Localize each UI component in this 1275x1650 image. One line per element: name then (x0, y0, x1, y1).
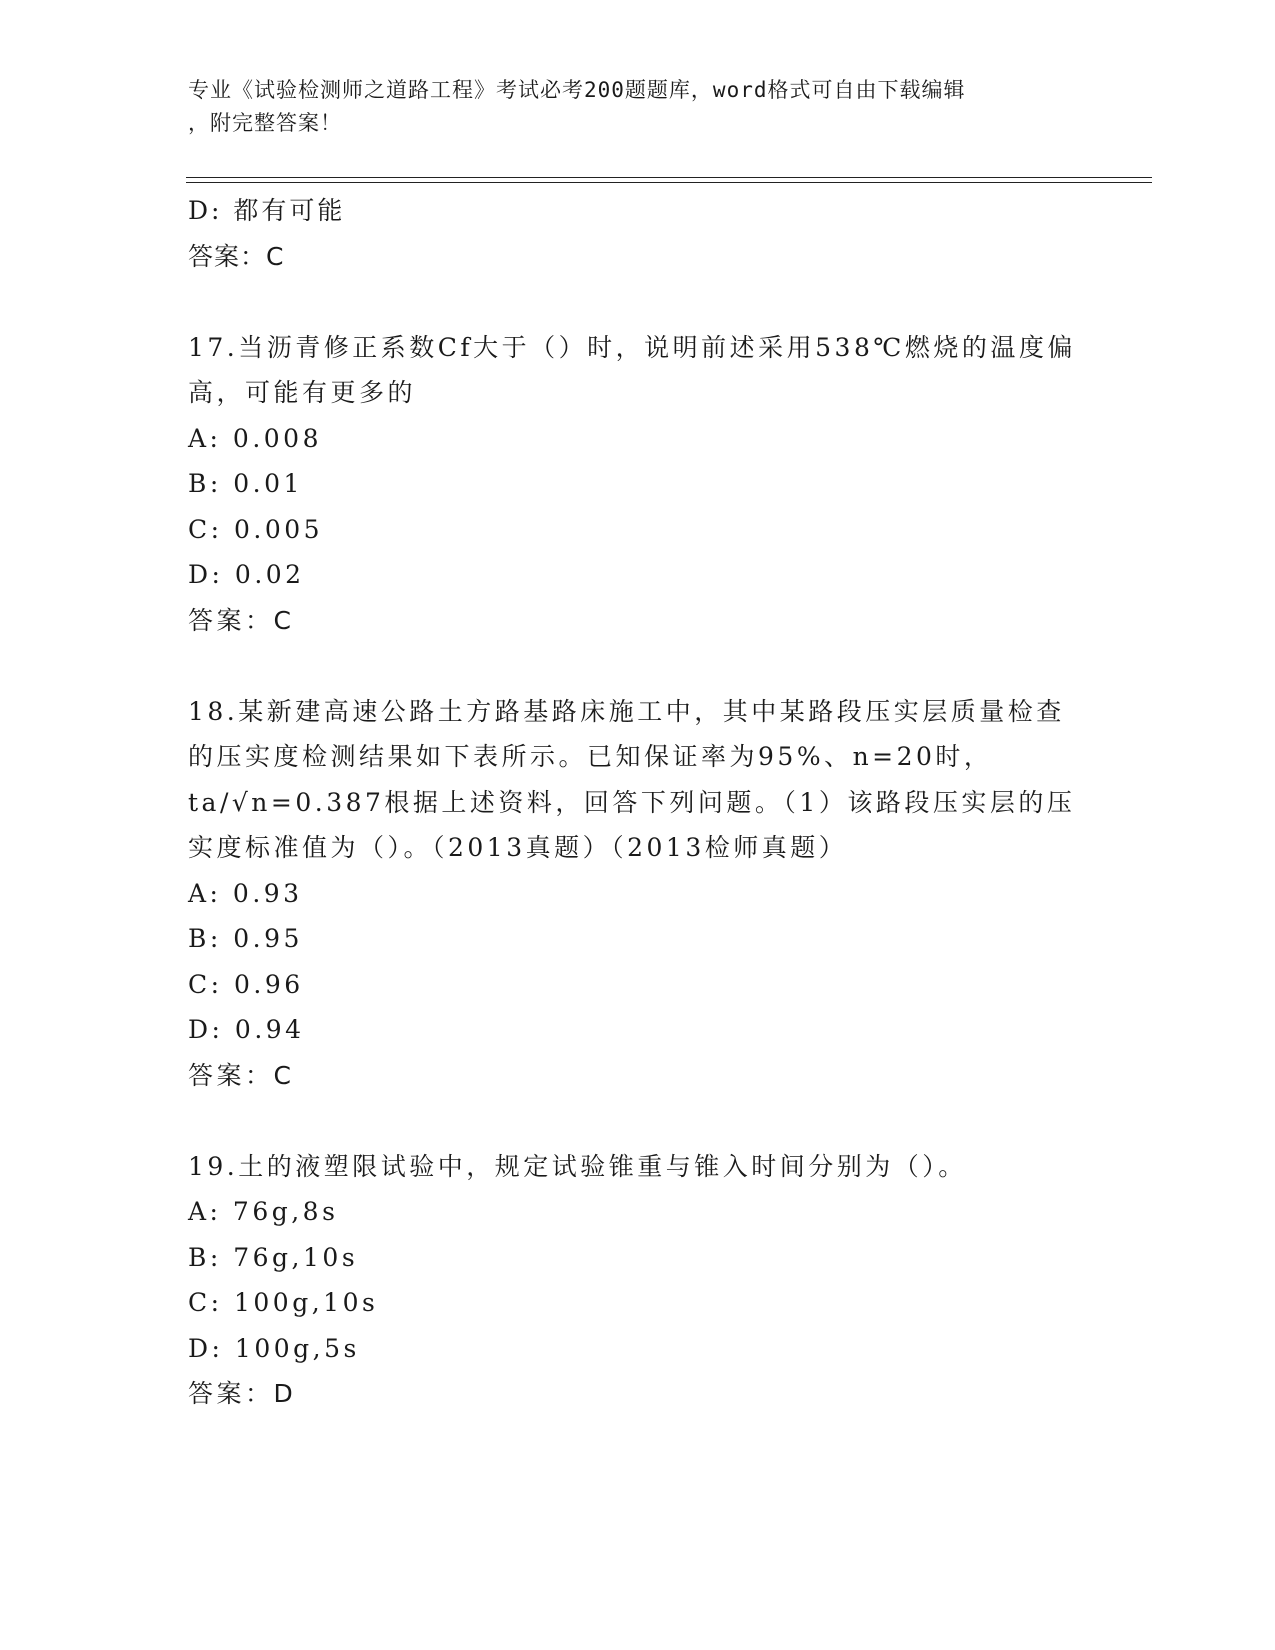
option-d: D: 都有可能 (188, 196, 346, 225)
option-a: A: 0.93 (188, 878, 303, 908)
question-stem-line: 18.某新建高速公路土方路基路床施工中，其中某路段压实层质量检查 (188, 696, 1065, 726)
option-c: C: 0.96 (188, 969, 304, 999)
header-title-line-1: 专业《试验检测师之道路工程》考试必考200题题库，word格式可自由下载编辑 (188, 78, 966, 102)
document-header (188, 74, 1068, 140)
question-stem-line: 高，可能有更多的 (188, 378, 417, 407)
question-stem-line: ta/√n=0.387根据上述资料，回答下列问题。（1）该路段压实层的压 (188, 787, 1076, 817)
header-divider-top (186, 177, 1152, 178)
option-d: D: 0.02 (188, 560, 305, 589)
option-b: B: 0.95 (188, 924, 303, 953)
option-a: A: 0.008 (188, 423, 322, 453)
question-19 (188, 1144, 1088, 1417)
option-b: B: 76g,10s (188, 1242, 359, 1272)
header-title-line-2: ，附完整答案！ (188, 111, 342, 135)
answer: 答案：D (188, 1379, 297, 1408)
question-stem-line: 的压实度检测结果如下表所示。已知保证率为95%、n=20时， (188, 742, 993, 771)
header-divider-bottom (186, 182, 1152, 183)
question-stem-line: 19.土的液塑限试验中，规定试验锥重与锥入时间分别为（）。 (188, 1151, 967, 1181)
answer: 答案：C (188, 241, 285, 271)
option-c: C: 100g,10s (188, 1288, 379, 1317)
option-b: B: 0.01 (188, 469, 303, 498)
option-d: D: 0.94 (188, 1015, 305, 1044)
question-stem-line: 实度标准值为（）。（2013真题）（2013检师真题） (188, 833, 848, 862)
option-a: A: 76g,8s (188, 1197, 339, 1226)
question-18 (188, 689, 1088, 1099)
option-c: C: 0.005 (188, 514, 324, 544)
question-stem-line: 17.当沥青修正系数Cf大于（）时，说明前述采用538℃燃烧的温度偏 (188, 332, 1076, 362)
option-d: D: 100g,5s (188, 1333, 360, 1363)
question-17 (188, 325, 1088, 644)
previous-question-tail (188, 188, 1088, 279)
question-list (188, 188, 1088, 1417)
answer: 答案：C (188, 1060, 295, 1090)
answer: 答案：C (188, 605, 295, 635)
